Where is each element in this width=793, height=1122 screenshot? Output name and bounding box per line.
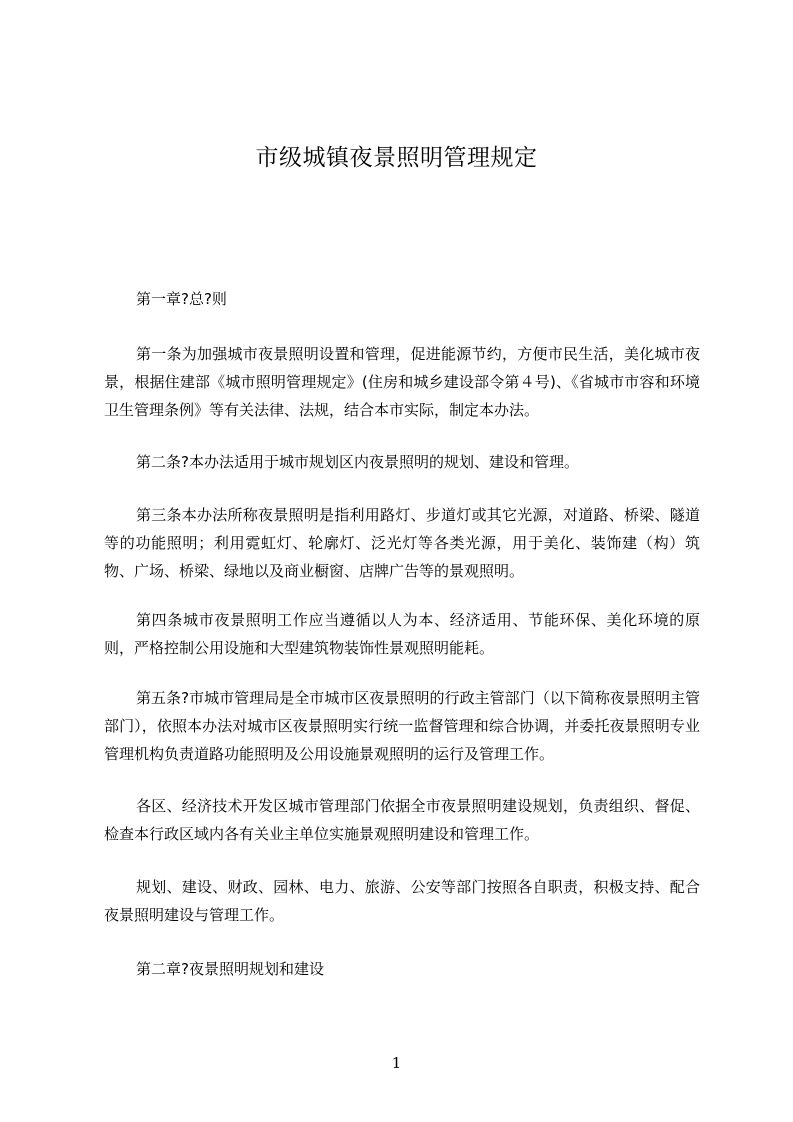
article-5: 第五条?市城市管理局是全市城市区夜景照明的行政主管部门（以下简称夜景照明主管部门），依照本办法对城市区夜景照明实行统一监督管理和综合协调，并委托夜景照明专业管理机构负责道路功能照明及公用设施景观照明的运行及管理工作。: [104, 689, 700, 763]
article-3: 第三条本办法所称夜景照明是指利用路灯、步道灯或其它光源，对道路、桥梁、隧道等的功能照明；利用霓虹灯、轮廓灯、泛光灯等各类光源，用于美化、装饰建（构）筑物、广场、桥梁、绿地以及商业橱窗、店牌广告等的景观照明。: [104, 506, 700, 580]
article-2: 第二条?本办法适用于城市规划区内夜景照明的规划、建设和管理。: [136, 453, 579, 471]
chapter-heading-2: 第二章?夜景照明规划和建设: [136, 960, 324, 978]
document-title: 市级城镇夜景照明管理规定: [255, 145, 538, 171]
article-4: 第四条城市夜景照明工作应当遵循以人为本、经济适用、节能环保、美化环境的原则，严格控制公用设施和大型建筑物装饰性景观照明能耗。: [104, 611, 700, 657]
page-number: 1: [391, 1054, 402, 1072]
article-1: 第一条为加强城市夜景照明设置和管理，促进能源节约，方便市民生活，美化城市夜景，根据住建部《城市照明管理规定》(住房和城乡建设部令第４号)、《省城市市容和环境卫生管理条例》等有关法律、法规，结合本市实际，制定本办法。: [104, 345, 700, 419]
chapter-heading-1: 第一章?总?则: [136, 290, 227, 308]
article-5-clause-2: 各区、经济技术开发区城市管理部门依据全市夜景照明建设规划，负责组织、督促、检查本行政区域内各有关业主单位实施景观照明建设和管理工作。: [104, 797, 700, 843]
article-5-clause-3: 规划、建设、财政、园林、电力、旅游、公安等部门按照各自职责，积极支持、配合夜景照明建设与管理工作。: [104, 878, 700, 924]
